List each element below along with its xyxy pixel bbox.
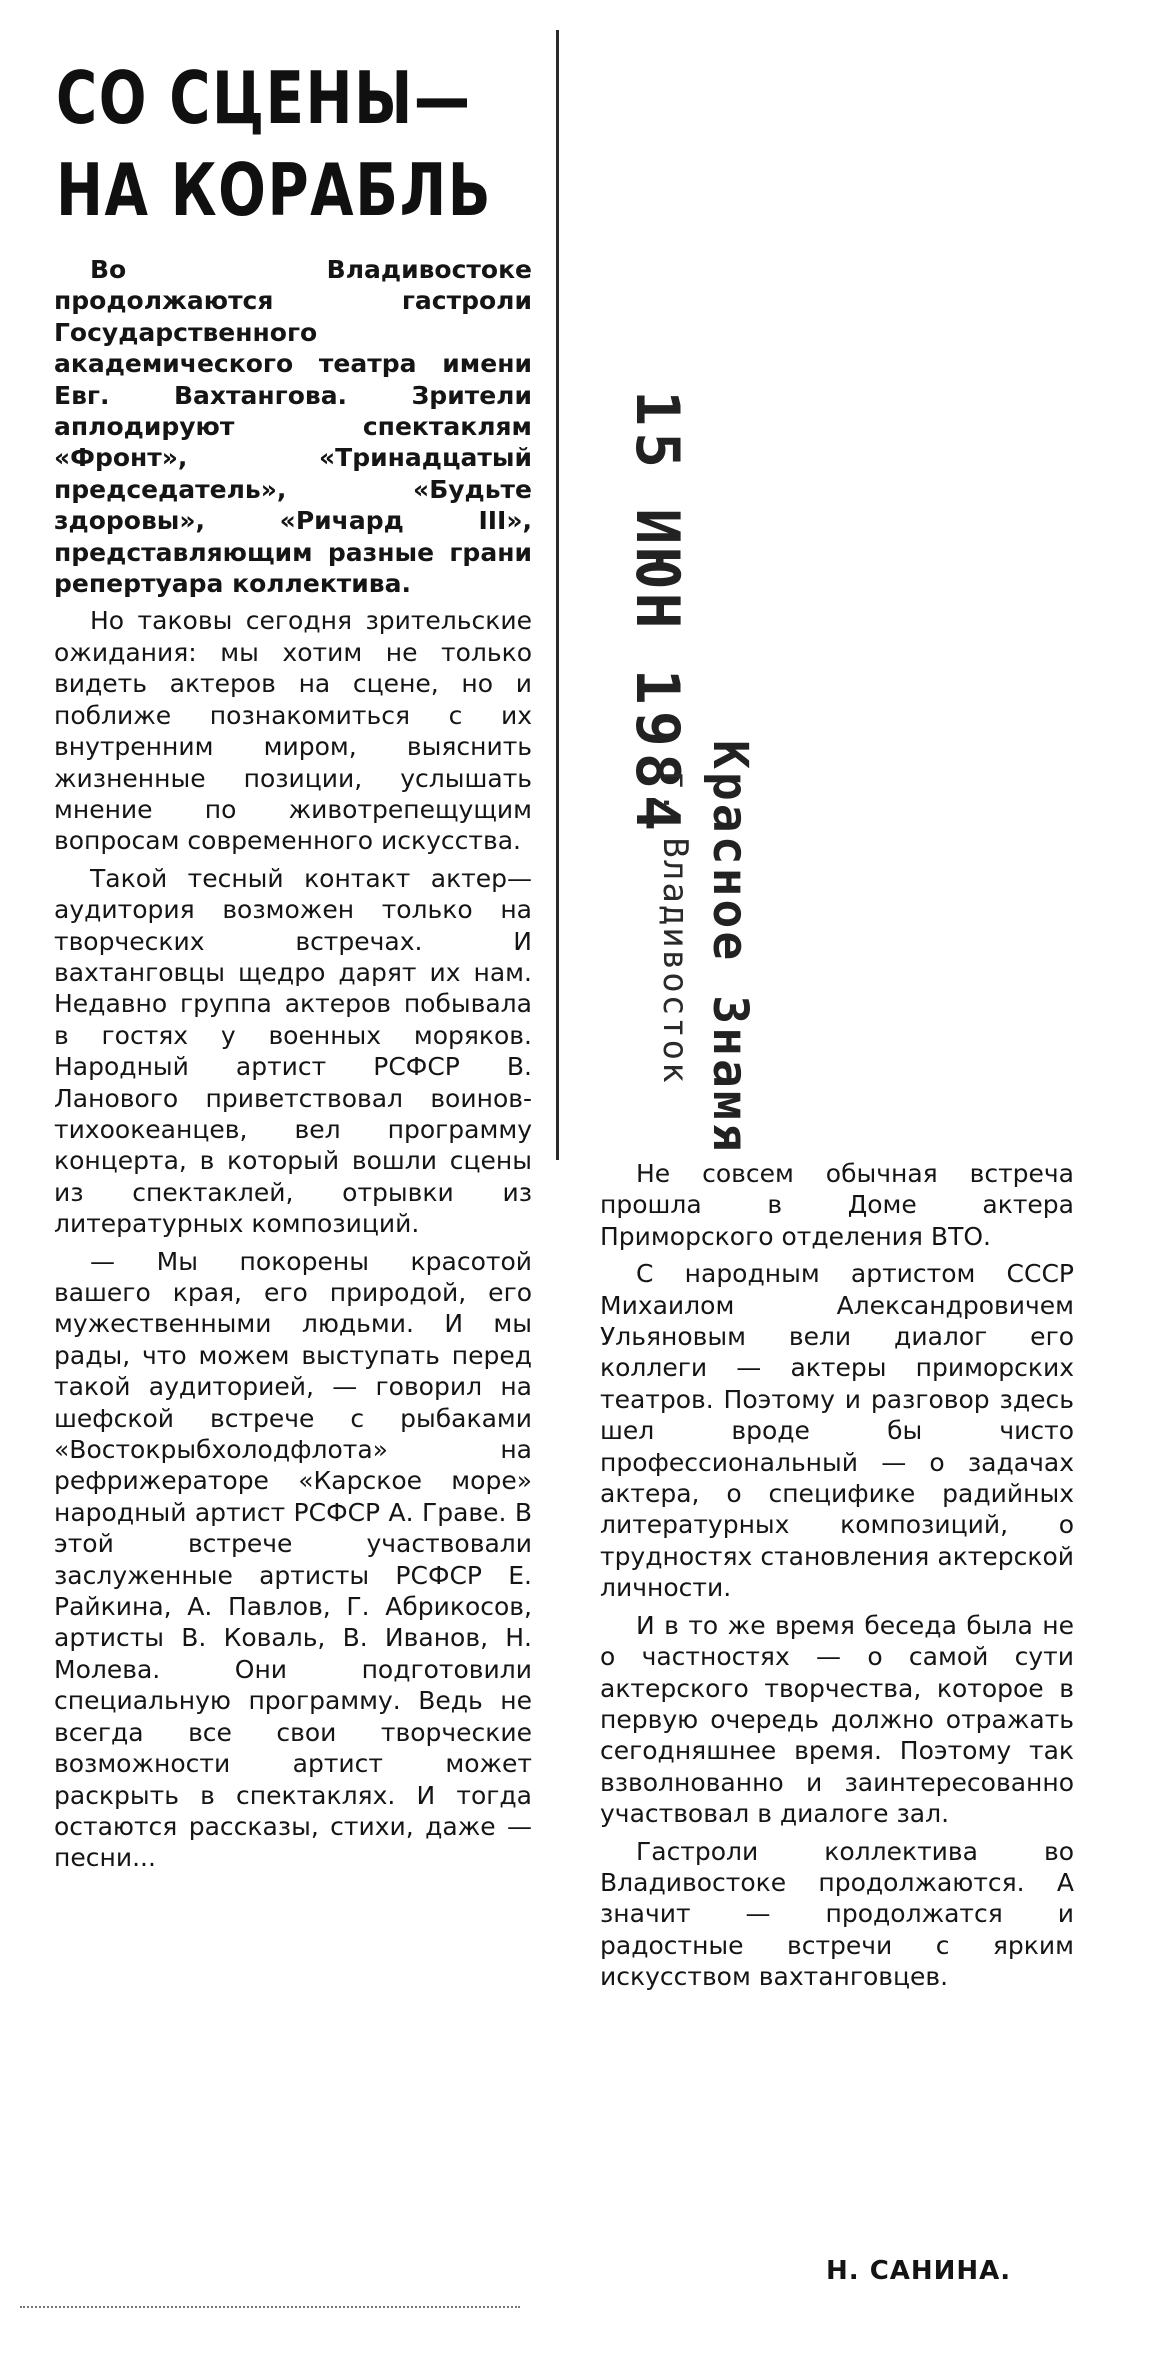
newspaper-name-stamp: Красное Знамя xyxy=(702,740,758,1155)
stamp-month: ИЮН xyxy=(622,508,692,635)
paragraph: Такой тесный контакт актер—аудитория возможен только на творческих встречах. И вахтанговцы щедро дарят их нам. Недавно группа актеров побывала в гостях у военных моряков. Народный артист РСФСР В. Ланового приветствовал воинов-тихоокеанцев, вел программу концерта, в который вошли сцены из спектаклей, отрывки из литературных композиций. xyxy=(54,863,532,1239)
column-bottom-rule xyxy=(20,2306,520,2308)
stamp-day: 15 xyxy=(622,390,692,475)
stamp-year: 1984 xyxy=(622,668,692,838)
headline-line-1: СО СЦЕНЫ— xyxy=(56,56,472,140)
author-signature: Н. САНИНА. xyxy=(826,2256,1012,2286)
newspaper-city-stamp: г. Владивосток xyxy=(655,770,695,1085)
lead-paragraph: Во Владивостоке продолжаются гастроли Государственного академического театра имени Евг. Вахтангова. Зрители аплодируют спектаклям «Фронт», «Тринадцатый председатель», «Будьте здоровы», «Ричард III», представляющим разные грани репертуара коллектива. xyxy=(54,255,532,599)
paragraph: Не совсем обычная встреча прошла в Доме актера Приморского отделения ВТО. xyxy=(600,1159,1074,1251)
paragraph: И в то же время беседа была не о частностях — о самой сути актерского творчества, которое в первую очередь должно отражать сегодняшнее время. Поэтому так взволнованно и заинтересованно участвовал в диалоге зал. xyxy=(600,1610,1074,1829)
paragraph: — Мы покорены красотой вашего края, его природой, его мужественными людьми. И мы рады, что можем выступать перед такой аудиторией, — говорил на шефской встрече с рыбаками «Востокрыбхолодфлота» на рефрижераторе «Карское море» народный артист РСФСР А. Граве. В этой встрече участвовали заслуженные артисты РСФСР Е. Райкина, А. Павлов, Г. Абрикосов, артисты В. Коваль, В. Иванов, Н. Молева. Они подготовили специальную программу. Ведь не всегда все свои творческие возможности артист может раскрыть в спектаклях. И тогда остаются рассказы, стихи, даже — песни... xyxy=(54,1246,532,1873)
article-right-column xyxy=(600,1158,1074,1999)
article-left-column xyxy=(54,254,532,1880)
paragraph: Но таковы сегодня зрительские ожидания: мы хотим не только видеть актеров на сцене, но и поближе познакомиться с их внутренним миром, выяснить жизненные позиции, услышать мнение по животрепещущим вопросам современного искусства. xyxy=(54,606,532,856)
paragraph: Гастроли коллектива во Владивостоке продолжаются. А значит — продолжатся и радостные встречи с ярким искусством вахтанговцев. xyxy=(600,1836,1074,1992)
headline-line-2: НА КОРАБЛЬ xyxy=(56,148,493,232)
article-headline xyxy=(56,52,493,236)
column-divider xyxy=(556,30,559,1160)
paragraph: С народным артистом СССР Михаилом Александровичем Ульяновым вели диалог его коллеги — актеры приморских театров. Поэтому и разговор здесь шел вроде бы чисто профессиональный — о задачах актера, о специфике радийных литературных композиций, о трудностях становления актерской личности. xyxy=(600,1259,1074,1603)
